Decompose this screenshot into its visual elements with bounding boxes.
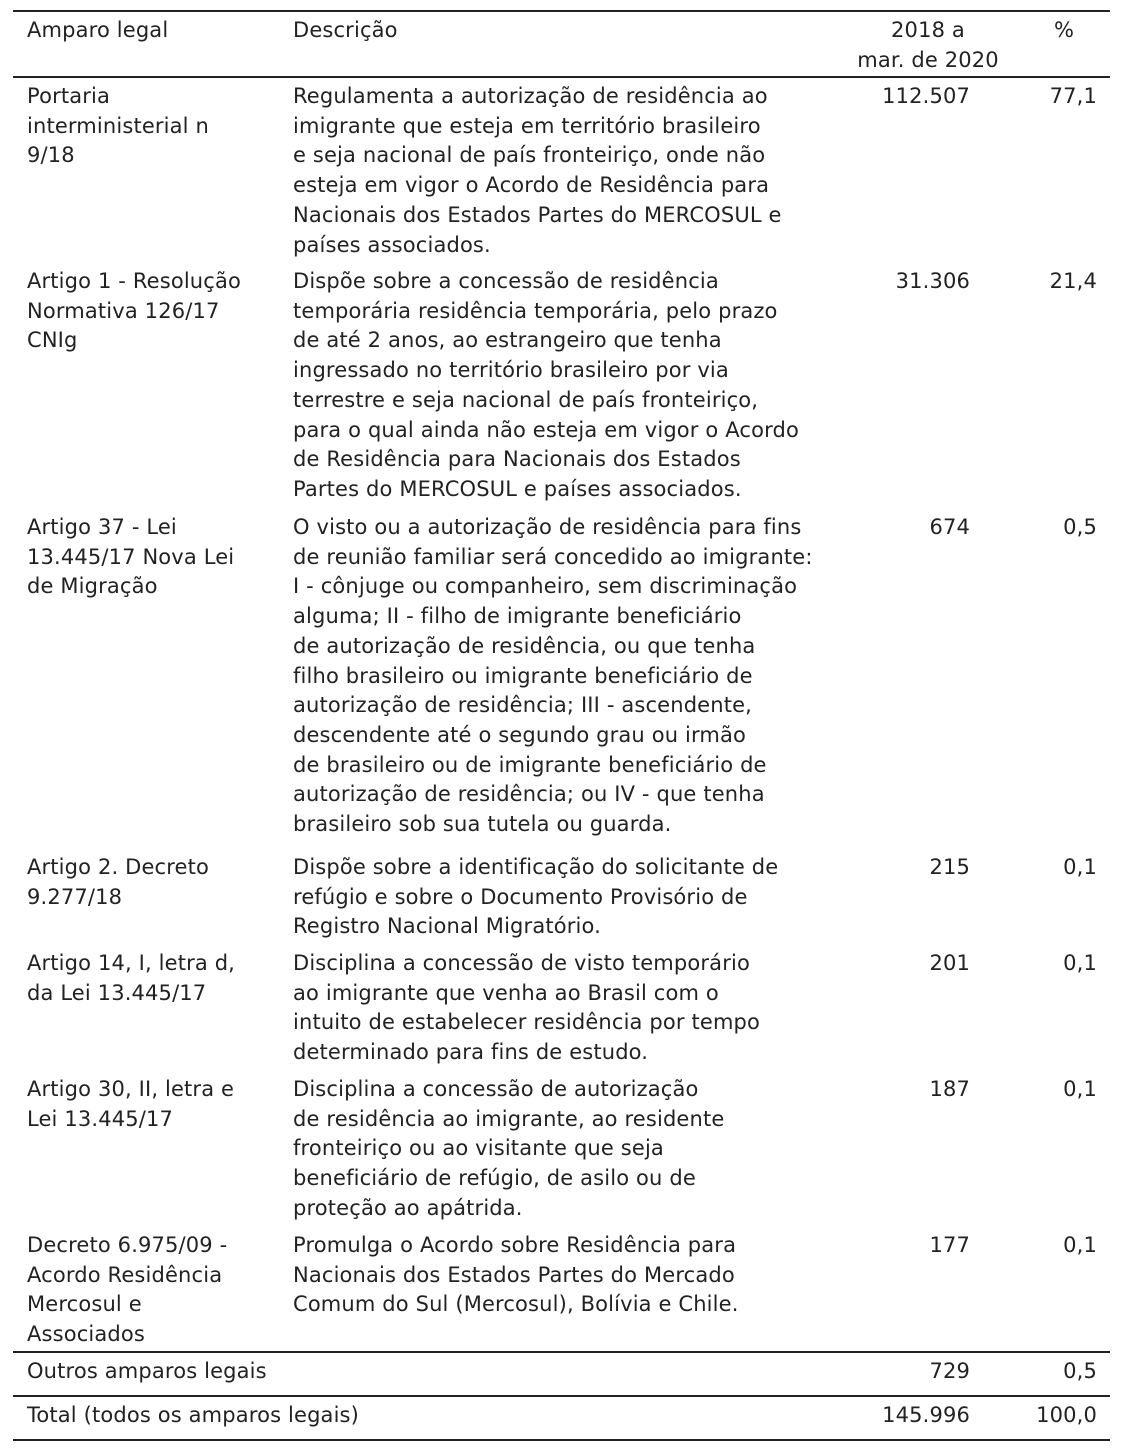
amparo-line: Portaria	[27, 84, 111, 108]
total-valor: 145.996	[882, 1403, 970, 1427]
descricao-line: e seja nacional de país fronteiriço, onde não	[293, 143, 766, 168]
amparo-line: 9/18	[27, 143, 75, 168]
amparo-line: 13.445/17 Nova Lei	[27, 544, 235, 569]
amparo-line: Lei 13.445/17	[27, 1106, 173, 1131]
descricao-line: temporária residência temporária, pelo prazo	[293, 298, 778, 323]
row-2-valor: 31.306	[895, 269, 970, 293]
row-4-percent: 0,1	[1063, 855, 1097, 879]
descricao-line: Partes do MERCOSUL e países associados.	[293, 476, 742, 501]
descricao-line: Nacionais dos Estados Partes do Mercado	[293, 1262, 735, 1287]
descricao-line: descendente até o segundo grau ou irmão	[293, 722, 747, 747]
table-bottom-rule	[13, 1439, 1110, 1441]
descricao-line: refúgio e sobre o Documento Provisório de	[293, 884, 748, 909]
descricao-line: alguma; II - filho de imigrante beneficiário	[293, 604, 742, 629]
descricao-line: brasileiro sob sua tutela ou guarda.	[293, 812, 672, 837]
table-top-rule	[13, 10, 1110, 12]
amparo-line: Acordo Residência	[27, 1262, 223, 1287]
row-3-percent: 0,5	[1063, 515, 1097, 539]
descricao-line: Dispõe sobre a identificação do solicitante de	[293, 855, 779, 879]
descricao-line: Registro Nacional Migratório.	[293, 914, 601, 939]
total-top-rule	[13, 1395, 1110, 1397]
descricao-line: de autorização de residência, ou que tenha	[293, 633, 756, 658]
amparo-line: de Migração	[27, 574, 158, 599]
row-7-valor: 177	[929, 1233, 970, 1257]
outros-valor: 729	[929, 1359, 970, 1383]
row-5-descricao	[293, 949, 853, 1068]
total-percent: 100,0	[1036, 1403, 1097, 1427]
row-6-descricao	[293, 1075, 853, 1224]
row-7-percent: 0,1	[1063, 1233, 1097, 1257]
descricao-line: de até 2 anos, ao estrangeiro que tenha	[293, 328, 722, 353]
amparo-line: interministerial n	[27, 113, 209, 138]
descricao-line: Nacionais dos Estados Partes do MERCOSUL e	[293, 202, 782, 227]
header-periodo	[843, 16, 1013, 75]
header-periodo-line2: mar. de 2020	[857, 47, 999, 72]
descricao-line: para o qual ainda não esteja em vigor o Acordo	[293, 417, 799, 442]
row-2-amparo-legal	[27, 267, 282, 356]
descricao-line: ao imigrante que venha ao Brasil com o	[293, 980, 719, 1005]
descricao-line: de reunião familiar será concedido ao imigrante:	[293, 544, 813, 569]
amparo-line: Associados	[27, 1322, 145, 1347]
row-3-valor: 674	[929, 515, 970, 539]
descricao-line: fronteiriço ou ao visitante que seja	[293, 1136, 664, 1161]
descricao-line: de residência ao imigrante, ao residente	[293, 1106, 725, 1131]
amparo-line: 9.277/18	[27, 884, 123, 909]
header-descricao: Descrição	[293, 18, 398, 42]
row-3-descricao	[293, 513, 853, 840]
amparo-line: Mercosul e	[27, 1292, 142, 1317]
descricao-line: Disciplina a concessão de visto temporário	[293, 951, 750, 975]
outros-percent: 0,5	[1063, 1359, 1097, 1383]
row-6-percent: 0,1	[1063, 1077, 1097, 1101]
row-7-descricao	[293, 1231, 853, 1320]
descricao-line: intuito de estabelecer residência por tempo	[293, 1010, 761, 1035]
descricao-line: Regulamenta a autorização de residência ao	[293, 84, 768, 108]
header-percent: %	[1053, 18, 1075, 42]
row-5-amparo-legal	[27, 949, 282, 1008]
total-label: Total (todos os amparos legais)	[27, 1403, 359, 1427]
descricao-line: autorização de residência; III - ascendente,	[293, 693, 752, 718]
descricao-line: proteção ao apátrida.	[293, 1195, 523, 1220]
row-5-valor: 201	[929, 951, 970, 975]
descricao-line: determinado para fins de estudo.	[293, 1040, 649, 1065]
row-7-amparo-legal	[27, 1231, 282, 1350]
amparo-line: Normativa 126/17	[27, 298, 220, 323]
row-4-amparo-legal	[27, 853, 282, 912]
amparo-line: Artigo 1 - Resolução	[27, 269, 241, 293]
descricao-line: países associados.	[293, 232, 491, 257]
descricao-line: esteja em vigor o Acordo de Residência para	[293, 173, 770, 198]
outros-top-rule	[13, 1351, 1110, 1353]
amparo-line: da Lei 13.445/17	[27, 980, 207, 1005]
row-2-percent: 21,4	[1049, 269, 1097, 293]
amparo-line: Artigo 37 - Lei	[27, 515, 177, 539]
descricao-line: beneficiário de refúgio, de asilo ou de	[293, 1166, 696, 1191]
descricao-line: terrestre e seja nacional de país fronteiriço,	[293, 387, 759, 412]
descricao-line: Dispõe sobre a concessão de residência	[293, 269, 719, 293]
descricao-line: ingressado no território brasileiro por via	[293, 358, 729, 383]
header-periodo-line1: 2018 a	[891, 18, 965, 42]
outros-label: Outros amparos legais	[27, 1359, 267, 1383]
row-1-percent: 77,1	[1049, 84, 1097, 108]
row-4-valor: 215	[929, 855, 970, 879]
row-4-descricao	[293, 853, 853, 942]
descricao-line: Disciplina a concessão de autorização	[293, 1077, 699, 1101]
descricao-line: de brasileiro ou de imigrante beneficiário de	[293, 752, 767, 777]
amparo-line: Artigo 30, II, letra e	[27, 1077, 235, 1101]
descricao-line: imigrante que esteja em território brasileiro	[293, 113, 761, 138]
row-6-valor: 187	[929, 1077, 970, 1101]
amparo-line: Decreto 6.975/09 -	[27, 1233, 228, 1257]
descricao-line: de Residência para Nacionais dos Estados	[293, 447, 741, 472]
descricao-line: autorização de residência; ou IV - que tenha	[293, 782, 765, 807]
header-bottom-rule	[13, 76, 1110, 78]
row-1-valor: 112.507	[882, 84, 970, 108]
row-1-amparo-legal	[27, 82, 282, 171]
descricao-line: filho brasileiro ou imigrante beneficiário de	[293, 663, 753, 688]
row-6-amparo-legal	[27, 1075, 282, 1134]
descricao-line: I - cônjuge ou companheiro, sem discriminação	[293, 574, 798, 599]
descricao-line: Comum do Sul (Mercosul), Bolívia e Chile.	[293, 1292, 739, 1317]
row-5-percent: 0,1	[1063, 951, 1097, 975]
row-1-descricao	[293, 82, 853, 260]
row-3-amparo-legal	[27, 513, 282, 602]
row-2-descricao	[293, 267, 853, 505]
amparo-line: Artigo 2. Decreto	[27, 855, 209, 879]
descricao-line: O visto ou a autorização de residência para fins	[293, 515, 802, 539]
descricao-line: Promulga o Acordo sobre Residência para	[293, 1233, 737, 1257]
amparo-line: Artigo 14, I, letra d,	[27, 951, 236, 975]
amparo-line: CNIg	[27, 328, 78, 353]
header-amparo-legal: Amparo legal	[27, 18, 169, 42]
